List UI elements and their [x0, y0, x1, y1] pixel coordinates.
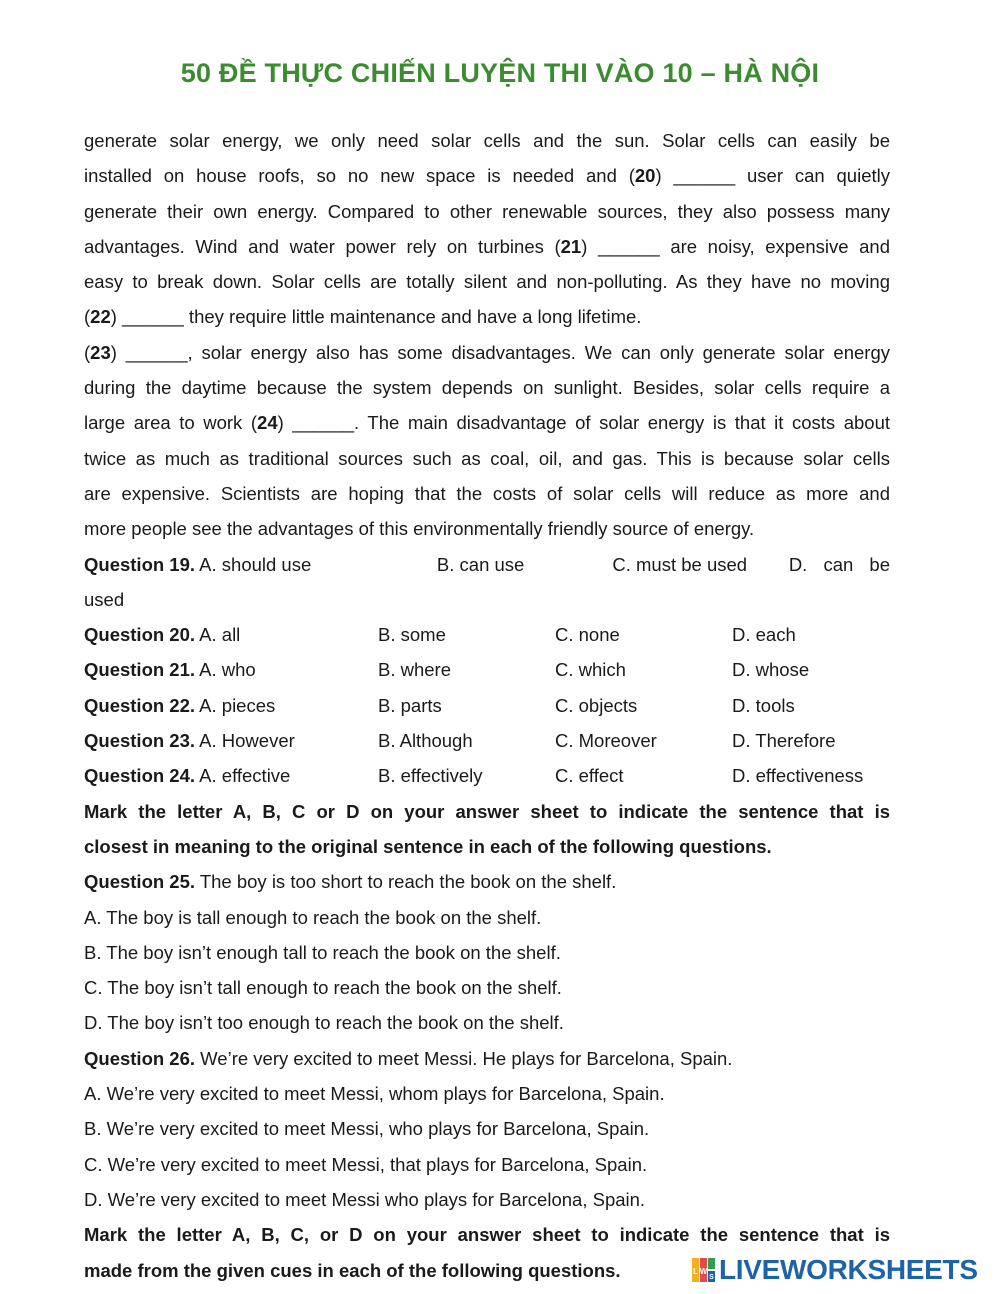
question-19 — [84, 547, 890, 582]
passage-line — [84, 158, 890, 193]
question-23-option-b[interactable]: B. Although — [378, 730, 473, 752]
blank-number: 21 — [560, 235, 582, 257]
question-stem — [84, 1041, 890, 1076]
question-20-option-c[interactable]: C. none — [555, 624, 620, 646]
blank-text: ) ______ user can quietly — [655, 165, 890, 187]
text: twice as much as traditional sources such as coal, oil, and gas. This is because solar cells — [84, 447, 890, 469]
question-26-option-a[interactable]: A. We’re very excited to meet Messi, whom plays for Barcelona, Spain. — [84, 1083, 665, 1105]
text: ( — [84, 306, 91, 328]
text: are expensive. Scientists are hoping that the costs of solar cells will reduce as more and — [84, 482, 890, 504]
passage-paragraph-1 — [84, 123, 890, 335]
passage-line — [84, 476, 890, 511]
question-21-option-b[interactable]: B. where — [378, 659, 452, 681]
text: ( — [84, 341, 91, 363]
passage-line — [84, 299, 890, 334]
svg-text:W: W — [699, 1267, 708, 1276]
text: during the daytime because the system depends on sunlight. Besides, solar cells require a — [84, 377, 890, 399]
blank-number: 23 — [90, 341, 111, 363]
question-20-option-b[interactable]: B. some — [378, 624, 446, 646]
text: generate their own energy. Compared to other renewable sources, they also possess many — [84, 200, 890, 222]
page-title: 50 ĐỀ THỰC CHIẾN LUYỆN THI VÀO 10 – HÀ NỘI — [180, 58, 820, 88]
stem-text: We’re very excited to meet Messi. He plays for Barcelona, Spain. — [195, 1047, 733, 1069]
option-text: C. must be used — [612, 553, 748, 575]
passage-line — [84, 370, 890, 405]
svg-text:S: S — [709, 1274, 714, 1281]
question-21-option-a[interactable] — [84, 652, 378, 687]
question-label: Question 19. — [84, 553, 196, 575]
passage-paragraph-2 — [84, 335, 890, 547]
instruction-line: Mark the letter A, B, C, or D on your answer sheet to indicate the sentence that is — [84, 1224, 890, 1246]
question-label: Question 25. — [84, 871, 196, 893]
passage-line — [84, 123, 890, 158]
passage-line — [84, 511, 890, 546]
passage-line — [84, 335, 890, 370]
question-stem — [84, 864, 890, 899]
question-19-option-d-continued[interactable] — [84, 582, 890, 617]
question-21 — [84, 652, 890, 687]
question-25-option-b[interactable]: B. The boy isn’t enough tall to reach the book on the shelf. — [84, 941, 561, 963]
option-text: A. who — [199, 659, 256, 681]
text: more people see the advantages of this environmentally friendly source of energy. — [84, 518, 755, 540]
question-24-option-b[interactable]: B. effectively — [378, 765, 483, 787]
passage-line — [84, 441, 890, 476]
question-26 — [84, 1041, 890, 1217]
passage-line — [84, 229, 890, 264]
question-22-option-b[interactable]: B. parts — [378, 694, 442, 716]
question-23-option-c[interactable]: C. Moreover — [555, 730, 657, 752]
blank-number: 20 — [634, 165, 656, 187]
question-26-option-c[interactable]: C. We’re very excited to meet Messi, that plays for Barcelona, Spain. — [84, 1153, 648, 1175]
question-label: Question 23. — [84, 730, 196, 752]
option-text: A. However — [199, 730, 295, 752]
instruction-1 — [84, 794, 890, 865]
question-label: Question 26. — [84, 1047, 196, 1069]
question-20-option-d[interactable]: D. each — [732, 624, 796, 646]
question-19-option-b[interactable] — [437, 547, 612, 582]
option-text: used — [84, 588, 125, 610]
svg-text:L: L — [693, 1267, 698, 1276]
stem-text: The boy is too short to reach the book on the shelf. — [195, 871, 617, 893]
instruction-line: closest in meaning to the original sentence in each of the following questions. — [84, 835, 772, 857]
question-19-option-d[interactable] — [789, 547, 890, 582]
document-body — [84, 123, 890, 1288]
blank-text: ) ______ they require little maintenance and have a long lifetime. — [110, 306, 642, 328]
question-label: Question 21. — [84, 659, 196, 681]
option-text: A. pieces — [199, 694, 276, 716]
option-text: D. can be — [788, 553, 890, 575]
instruction-line: Mark the letter A, B, C or D on your answer sheet to indicate the sentence that is — [84, 800, 890, 822]
liveworksheets-logo — [692, 1255, 978, 1285]
option-text: B. can use — [436, 553, 525, 575]
blank-number: 22 — [90, 306, 111, 328]
passage-line — [84, 264, 890, 299]
question-19-option-c[interactable] — [612, 547, 788, 582]
passage-line — [84, 194, 890, 229]
question-21-option-d[interactable]: D. whose — [732, 659, 810, 681]
question-22-option-d[interactable]: D. tools — [732, 694, 795, 716]
liveworksheets-logo-icon — [692, 1258, 716, 1282]
question-22 — [84, 688, 890, 723]
question-24 — [84, 758, 890, 793]
text: generate solar energy, we only need solar cells and the sun. Solar cells can easily be — [84, 130, 890, 151]
question-label: Question 24. — [84, 765, 196, 787]
question-20 — [84, 617, 890, 652]
question-24-option-d[interactable]: D. effectiveness — [732, 765, 864, 787]
question-23 — [84, 723, 890, 758]
instruction-line: made from the given cues in each of the following questions. — [84, 1259, 621, 1281]
blank-text: ) ______ are noisy, expensive and — [581, 235, 890, 257]
text: installed on house roofs, so no new space is needed and ( — [84, 165, 635, 187]
question-19-option-a[interactable] — [84, 547, 437, 582]
passage-line — [84, 405, 890, 440]
question-label: Question 20. — [84, 624, 196, 646]
question-24-option-c[interactable]: C. effect — [555, 765, 624, 787]
blank-text: ) ______, solar energy also has some disadvantages. We can only generate solar energy — [110, 341, 890, 363]
question-22-option-c[interactable]: C. objects — [555, 694, 638, 716]
question-21-option-c[interactable]: C. which — [555, 659, 626, 681]
option-text: A. all — [199, 624, 241, 646]
question-26-option-d[interactable]: D. We’re very excited to meet Messi who plays for Barcelona, Spain. — [84, 1188, 646, 1210]
question-25-option-a[interactable]: A. The boy is tall enough to reach the book on the shelf. — [84, 906, 542, 928]
question-20-option-a[interactable] — [84, 617, 378, 652]
question-25-option-c[interactable]: C. The boy isn’t tall enough to reach the book on the shelf. — [84, 977, 562, 999]
question-25 — [84, 864, 890, 1040]
question-23-option-a[interactable] — [84, 723, 378, 758]
option-text: A. effective — [199, 765, 291, 787]
question-26-option-b[interactable]: B. We’re very excited to meet Messi, who plays for Barcelona, Spain. — [84, 1118, 650, 1140]
question-label: Question 22. — [84, 694, 196, 716]
text: easy to break down. Solar cells are totally silent and non-polluting. As they have no moving — [84, 271, 890, 293]
blank-number: 24 — [257, 412, 278, 434]
question-22-option-a[interactable] — [84, 688, 378, 723]
question-24-option-a[interactable] — [84, 758, 378, 793]
text: large area to work ( — [84, 412, 258, 434]
option-text: A. should use — [199, 553, 312, 575]
text: advantages. Wind and water power rely on turbines ( — [84, 235, 561, 257]
question-25-option-d[interactable]: D. The boy isn’t too enough to reach the book on the shelf. — [84, 1012, 564, 1034]
liveworksheets-logo-text: LIVEWORKSHEETS — [719, 1254, 978, 1285]
question-23-option-d[interactable]: D. Therefore — [732, 730, 836, 752]
blank-text: ) ______. The main disadvantage of solar energy is that it costs about — [277, 412, 891, 434]
